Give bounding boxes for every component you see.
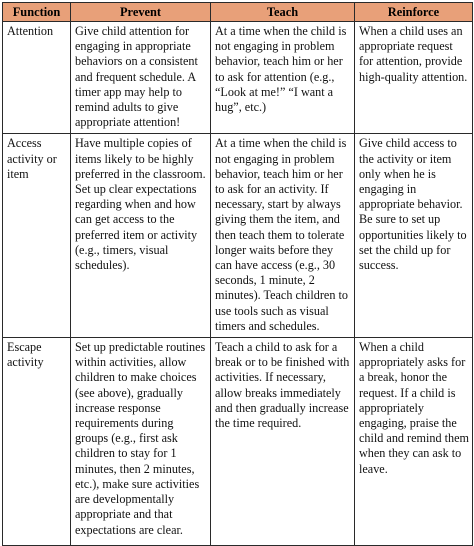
prevent-cell xyxy=(71,134,211,338)
prevent-text: Have multiple copies of items likely to be highly preferred in the classroom. Set up clear expectations regarding when and how can get access to the preferred item or activity (e.g., timers, visual schedules). xyxy=(75,136,206,273)
prevent-cell xyxy=(71,22,211,134)
function-cell xyxy=(3,134,71,338)
function-based-strategies-table xyxy=(2,2,473,546)
header-row xyxy=(3,3,473,22)
function-text: Escape activity xyxy=(7,340,44,370)
table-row xyxy=(3,22,473,134)
table-header xyxy=(3,3,473,22)
header-function: Function xyxy=(3,3,71,22)
reinforce-text: When a child appropriately asks for a break, honor the request. If a child is appropriately engaging, praise the child and remind them when they can ask to leave. xyxy=(359,340,469,476)
reinforce-cell xyxy=(355,134,473,338)
prevent-text: Give child attention for engaging in appropriate behaviors on a consistent and frequent schedule. A timer app may help to remind adults to give appropriate attention! xyxy=(75,24,198,130)
function-text: Attention xyxy=(7,24,54,38)
header-prevent: Prevent xyxy=(71,3,211,22)
prevent-text: Set up predictable routines within activities, allow children to make choices (see above), gradually increase response requirements during groups (e.g., first ask children to stay for 1 minutes, then 2 minutes, etc.), make sure activities are developmentally appropriate and that expectations are clear. xyxy=(75,340,206,537)
teach-text: At a time when the child is not engaging in problem behavior, teach him or her to ask for an activity. If necessary, start by always giving them the item, and then teach them to tolerate longer waits before they can have access (e.g., 30 seconds, 1 minute, 2 minutes). Teach children to use tools such as visual timers and schedules. xyxy=(215,136,348,333)
function-text: Access activity or item xyxy=(7,136,57,181)
table-row xyxy=(3,338,473,546)
function-cell xyxy=(3,22,71,134)
header-teach: Teach xyxy=(211,3,355,22)
reinforce-text: When a child uses an appropriate request for attention, provide high-quality attention. xyxy=(359,24,468,84)
teach-text: At a time when the child is not engaging in problem behavior, teach him or her to ask for attention (e.g., “Look at me!” “I want a hug”, etc.) xyxy=(215,24,347,115)
teach-cell xyxy=(211,22,355,134)
header-reinforce: Reinforce xyxy=(355,3,473,22)
reinforce-cell xyxy=(355,22,473,134)
table-body xyxy=(3,22,473,546)
reinforce-text: Give child access to the activity or item only when he is engaging in appropriate behavior. Be sure to set up opportunities likely to set the child up for success. xyxy=(359,136,467,273)
teach-cell xyxy=(211,134,355,338)
teach-text: Teach a child to ask for a break or to be finished with activities. If necessary, allow breaks immediately and then gradually increase the time required. xyxy=(215,340,350,431)
prevent-cell xyxy=(71,338,211,546)
function-cell xyxy=(3,338,71,546)
teach-cell xyxy=(211,338,355,546)
reinforce-cell xyxy=(355,338,473,546)
table-row xyxy=(3,134,473,338)
